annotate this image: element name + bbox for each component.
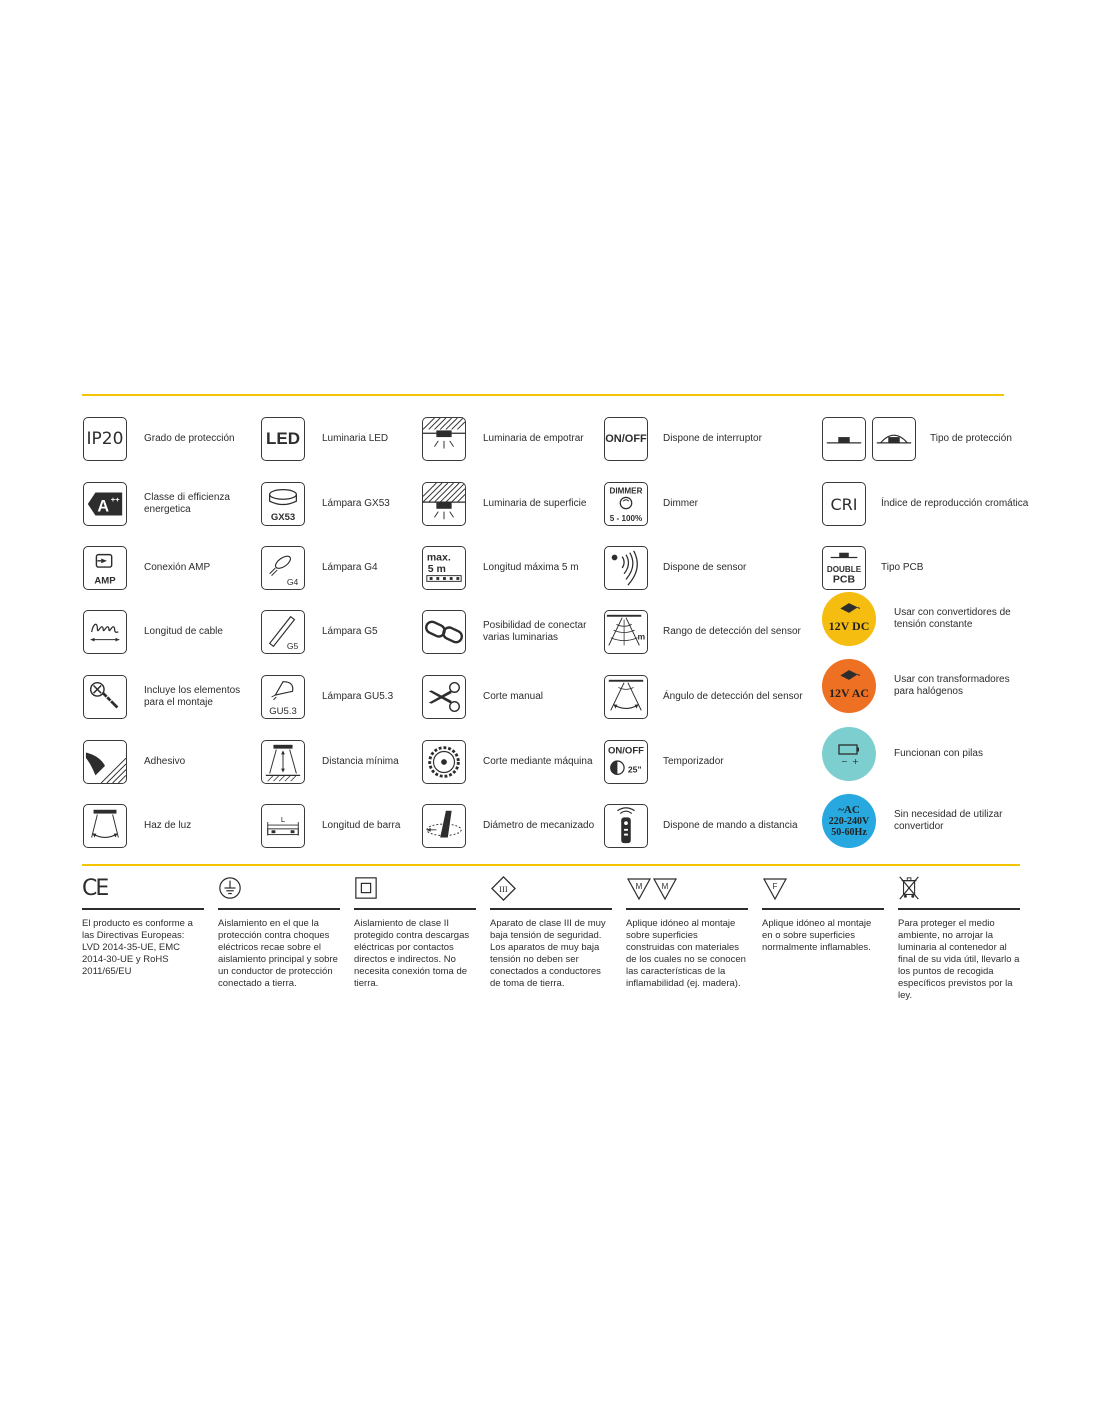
energy-class-icon <box>83 482 127 526</box>
legend-item-adhesive <box>83 739 185 785</box>
dimmer-line2: 5 - 100% <box>609 514 643 524</box>
cert-class-ii <box>354 874 476 990</box>
chain-link-icon <box>422 610 466 654</box>
legend-label: Incluye los elementos para el montaje <box>144 685 241 708</box>
cert-text: El producto es conforme a las Directivas Europeas: LVD 2014-35-UE, EMC 2014-30-UE y RoHS 2011/65/EU <box>82 918 193 977</box>
recessed-icon <box>422 417 466 461</box>
protection-type-flat-icon <box>822 417 866 461</box>
cert-text: Aplique idóneo al montaje en o sobre superficies normalmente inflamables. <box>762 918 872 953</box>
double-pcb-icon <box>822 546 866 590</box>
legend-item-cable <box>83 609 223 655</box>
battery-plus: + <box>852 757 859 766</box>
weee-bin-icon <box>898 874 1020 906</box>
legend-item-drilling <box>422 803 594 849</box>
ip-rating-icon <box>83 417 127 461</box>
class-iii-icon <box>490 874 612 906</box>
gu53-lamp-icon <box>261 675 305 719</box>
legend-item-amp <box>83 545 210 591</box>
sensor-angle-icon <box>604 675 648 719</box>
surface-icon <box>422 482 466 526</box>
legend-label: Luminaria LED <box>322 433 389 444</box>
legend-item-remote <box>604 803 798 849</box>
cert-f <box>762 874 884 954</box>
legend-label: Dispone de sensor <box>663 562 747 573</box>
legend-item-sensor-range <box>604 609 801 655</box>
earth-ground-icon <box>218 874 340 906</box>
min-distance-icon <box>261 740 305 784</box>
legend-item-12v-ac <box>822 659 1014 713</box>
bar-length-icon <box>261 804 305 848</box>
legend-item-ac-mains <box>822 794 1004 848</box>
ac-mains-line3: 50-60Hz <box>831 826 867 838</box>
mm-mark-text-1: M <box>635 882 643 891</box>
12v-ac-icon <box>822 659 876 713</box>
legend-item-surface <box>422 481 586 527</box>
legend-item-12v-dc <box>822 592 1014 646</box>
legend-item-battery <box>822 727 983 781</box>
cert-divider <box>898 908 1020 910</box>
legend-label: Lámpara G5 <box>322 626 378 637</box>
max-length-line1: max. <box>426 551 451 564</box>
g5-text: G5 <box>286 641 299 652</box>
legend-label: Tipo de protección <box>930 433 1012 444</box>
mm-mark-text-2: M <box>661 882 669 891</box>
cert-weee <box>898 874 1020 1002</box>
double-pcb-line2: PCB <box>832 573 856 586</box>
on-off-icon <box>604 417 648 461</box>
legend-label: Haz de luz <box>144 820 192 831</box>
legend-label: Funcionan con pilas <box>894 748 983 759</box>
cert-mm <box>626 874 748 990</box>
battery-icon <box>822 727 876 781</box>
legend-label: Corte mediante máquina <box>483 756 593 767</box>
adhesive-icon <box>83 740 127 784</box>
led-text: LED <box>266 429 300 448</box>
battery-minus: − <box>841 757 848 766</box>
f-mark-text: F <box>772 882 778 891</box>
legend-label: Posibilidad de conectar varias luminarias <box>483 620 587 643</box>
timer-icon <box>604 740 648 784</box>
amp-text: AMP <box>94 575 116 587</box>
legend-item-ip <box>83 416 235 462</box>
legend-item-screw <box>83 674 244 720</box>
cert-divider <box>354 908 476 910</box>
legend-label: Lámpara GU5.3 <box>322 691 394 702</box>
legend-label: Dispone de interruptor <box>663 433 762 444</box>
legend-label: Lámpara GX53 <box>322 498 390 509</box>
legend-label: Longitud de cable <box>144 626 223 637</box>
dimmer-line1: DIMMER <box>609 486 643 496</box>
on-off-text: ON/OFF <box>605 433 647 445</box>
legend-label: Temporizador <box>663 756 724 767</box>
bar-length-text: L <box>280 815 286 825</box>
gx53-lamp-icon <box>261 482 305 526</box>
legend-label: Classe di efficienza energetica <box>144 492 230 515</box>
ac-mains-line2: 220-240V <box>828 815 870 827</box>
cert-text: Para proteger el medio ambiente, no arrojar la luminaria al contenedor al final de su vida útil, llevarlo a los puntos de recogida específicos previstos por la ley. <box>898 918 1020 1001</box>
saw-blade-icon <box>422 740 466 784</box>
legend-label: Longitud máxima 5 m <box>483 562 579 573</box>
screw-icon <box>83 675 127 719</box>
cert-divider <box>218 908 340 910</box>
legend-item-recessed <box>422 416 584 462</box>
legend-item-min-distance <box>261 739 399 785</box>
light-beam-icon <box>83 804 127 848</box>
legend-item-g4 <box>261 545 378 591</box>
protection-type-dome-icon <box>872 417 916 461</box>
max-length-line2: 5 m <box>427 562 446 575</box>
legend-label: Corte manual <box>483 691 544 702</box>
legend-item-sensor-angle <box>604 674 803 720</box>
legend-label: Longitud de barra <box>322 820 401 831</box>
legend-item-max-length <box>422 545 579 591</box>
ce-mark-text: CE <box>82 876 108 901</box>
led-icon <box>261 417 305 461</box>
cert-text: Aislamiento de clase II protegido contra descargas eléctricas por contactos directos e indirectos. No necesita conexión toma de tierra. <box>354 918 470 989</box>
energy-class-sup: ++ <box>110 495 120 505</box>
g5-lamp-icon <box>261 610 305 654</box>
legend-item-timer <box>604 739 724 785</box>
gu53-text: GU5.3 <box>269 706 297 718</box>
legend-label: Diámetro de mecanizado <box>483 820 595 831</box>
cable-length-icon <box>83 610 127 654</box>
legend-label: Adhesivo <box>144 756 186 767</box>
legend-item-energy <box>83 481 234 527</box>
cert-class-iii <box>490 874 612 990</box>
cert-earth <box>218 874 340 990</box>
sensor-icon <box>604 546 648 590</box>
max-length-icon <box>422 546 466 590</box>
legend-label: Dispone de mando a distancia <box>663 820 798 831</box>
legend-label: Conexión AMP <box>144 562 211 573</box>
class-iii-text: III <box>499 883 508 894</box>
cert-ce <box>82 874 204 978</box>
legend-item-gu53 <box>261 674 393 720</box>
legend-item-protection-type <box>822 416 1012 462</box>
drilling-diameter-icon <box>422 804 466 848</box>
legend-item-sensor <box>604 545 746 591</box>
legend-item-scissors <box>422 674 543 720</box>
legend-item-bar-length <box>261 803 400 849</box>
ac-mains-line1: ~AC <box>838 803 860 816</box>
cert-divider <box>82 908 204 910</box>
cert-divider <box>626 908 748 910</box>
cert-text: Aplique idóneo al montaje sobre superficies construidas con materiales de los cuales no se conocen las características de la inflamabilidad (ej. madera). <box>626 918 746 989</box>
legend-item-beam <box>83 803 191 849</box>
scissors-icon <box>422 675 466 719</box>
legend-item-g5 <box>261 609 378 655</box>
remote-control-icon <box>604 804 648 848</box>
dimmer-icon <box>604 482 648 526</box>
sensor-range-unit: m <box>637 631 646 642</box>
legend-item-led <box>261 416 388 462</box>
legend-label: Ángulo de detección del sensor <box>663 691 803 702</box>
legend-item-pcb <box>822 545 923 591</box>
ac-mains-icon <box>822 794 876 848</box>
legend-label: Rango de detección del sensor <box>663 626 801 637</box>
legend-label: Lámpara G4 <box>322 562 378 573</box>
f-mark-icon <box>762 874 884 906</box>
cert-divider <box>762 908 884 910</box>
ip-rating-text: IP20 <box>86 429 124 449</box>
12v-ac-text: 12V AC <box>828 685 870 700</box>
legend-label: Dimmer <box>663 498 698 509</box>
legend-item-dimmer <box>604 481 698 527</box>
legend-item-cri <box>822 481 1028 527</box>
legend-label: Luminaria de superficie <box>483 498 587 509</box>
12v-dc-icon <box>822 592 876 646</box>
double-pcb-line1: DOUBLE <box>826 564 862 574</box>
legend-label: Luminaria de empotrar <box>483 433 584 444</box>
cri-icon <box>822 482 866 526</box>
legend-item-onoff <box>604 416 762 462</box>
legend-label: Sin necesidad de utilizar convertidor <box>894 809 1003 832</box>
legend-label: Tipo PCB <box>881 562 924 573</box>
legend-item-saw <box>422 739 593 785</box>
energy-class-letter: A <box>97 497 110 516</box>
legend-label: Grado de protección <box>144 433 235 444</box>
cri-text: CRI <box>830 494 858 514</box>
class-ii-icon <box>354 874 476 906</box>
ce-mark-icon <box>82 874 204 906</box>
legend-label: Usar con transformadores para halógenos <box>894 674 1010 697</box>
legend-label: Usar con convertidores de tensión constante <box>894 607 1011 630</box>
legend-item-chain <box>422 609 593 655</box>
timer-line2: 25" <box>627 764 642 775</box>
legend-label: Distancia mínima <box>322 756 399 767</box>
gx53-text: GX53 <box>270 512 296 524</box>
cert-divider <box>490 908 612 910</box>
timer-line1: ON/OFF <box>607 745 645 757</box>
g4-text: G4 <box>286 577 299 588</box>
sensor-range-icon <box>604 610 648 654</box>
cert-text: Aislamiento en el que la protección contra choques eléctricos recae sobre el aislamiento principal y sobre un conductor de protección conectado a tierra. <box>218 918 338 989</box>
legend-item-gx53 <box>261 481 390 527</box>
cert-text: Aparato de clase III de muy baja tensión de seguridad. Los aparatos de muy baja tensión no deben ser conectados a conductores de toma de tierra. <box>490 918 606 989</box>
legend-label: Índice de reproducción cromática <box>881 498 1029 509</box>
12v-dc-text: 12V DC <box>828 618 870 633</box>
mm-mark-icon <box>626 874 748 906</box>
amp-connection-icon <box>83 546 127 590</box>
g4-lamp-icon <box>261 546 305 590</box>
